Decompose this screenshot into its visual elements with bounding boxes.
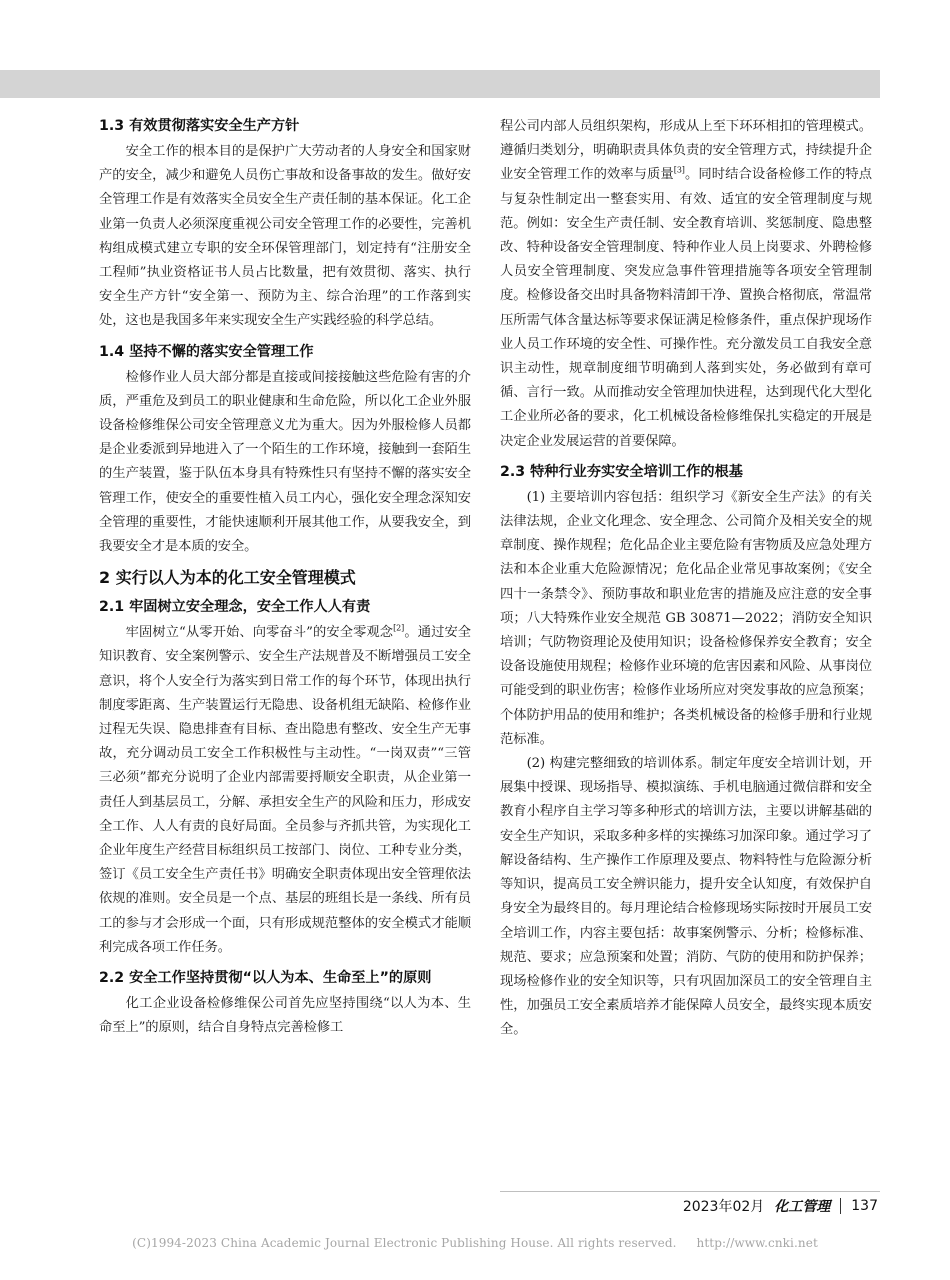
citation-ref-3: [3] [673,165,685,175]
section-heading-2-2: 2.2 安全工作坚持贯彻“以人为本、生命至上”的原则 [99,970,432,987]
page-number: 137 [851,1198,878,1214]
section-2-2-paragraph: 化工企业设备检修维保公司首先应坚持围绕“以人为本、生命至上”的原则，结合自身特点完善检修工 [99,996,471,1036]
section-1-4-paragraph: 检修作业人员大部分都是直接或间接接触这些危险有害的介质，严重危及到员工的职业健康和生命危险，所以化工企业外服设备检修维保公司安全管理意义尤为重大。因为外服检修人员都是企业委派到异地进入了一个陌生的工作环境，接触到一套陌生的生产装置，鉴于队伍本身具有特殊性只有坚持不懈的落实安全管理工作，使安全的重要性植入员工内心，强化安全理念深知安全管理的重要性，才能快速顺利开展其他工作，从要我安全，到我要安全才是本质的安全。 [99,369,471,555]
footer-rule [500,1191,880,1192]
section-heading-2-1: 2.1 牢固树立安全理念，安全工作人人有责 [99,599,371,616]
section-2-3-paragraph-2: (2) 构建完整细致的培训体系。制定年度安全培训计划，开展集中授课、现场指导、模拟演练、手机电脑通过微信群和安全教育小程序自主学习等多种形式的培训方法，主要以讲解基础的安全生产知识，采取多种多样的实操练习加深印象。通过学习了解设备结构、生产操作工作原理及要点、物料特性与危险源分析等知识，提高员工安全辨识能力，提升安全认知度，有效保护自身安全为最终目的。每月理论结合检修现场实际按时开展员工安全培训工作，内容主要包括：故事案例警示、分析；检修标准、规范、要求；应急预案和处置；消防、气防的使用和防护保养；现场检修作业的安全知识等，只有巩固加深员工的安全管理自主性，加强员工安全素质培养才能保障人员安全，最终实现本质安全。 [500,756,872,1038]
section-2-2-cont-text-a: 程公司内部人员组织架构，形成从上至下环环相扣的管理模式。遵循归类划分，明确职责具体负责的安全管理方式，持续提升企业安全管理工作的效率与质量 [500,119,872,183]
page-folio [683,1196,878,1216]
section-heading-1-3: 1.3 有效贯彻落实安全生产方针 [99,118,300,134]
section-2-1-paragraph [99,621,471,960]
cnki-link[interactable]: http://www.cnki.net [696,1236,818,1250]
copyright-text: (C)1994-2023 China Academic Journal Electronic Publishing House. All rights reserved. [132,1236,677,1250]
folio-divider [840,1198,841,1214]
citation-ref-2: [2] [393,623,405,633]
copyright-line [0,1236,950,1250]
section-heading-2-3: 2.3 特种行业夯实安全培训工作的根基 [500,463,743,480]
section-2-3-paragraph-1: (1) 主要培训内容包括：组织学习《新安全生产法》的有关法律法规，企业文化理念、安全理念、公司简介及相关安全的规章制度、操作规程；危化品企业主要危险有害物质及应急处理方法和本企业重大危险源情况；危化品企业常见事故案例；《安全四十一条禁令》、预防事故和职业危害的措施及应注意的安全事项；八大特殊作业安全规范 GB 30871—2022；消防安全知识培训；气防物资理论及使用知识；设备检修保养安全教育；安全设备设施使用规程；检修作业环境的危害因素和风险、从事岗位可能受到的职业伤害；检修作业场所应对突发事故的应急预案；个体防护用品的使用和维护；各类机械设备的检修手册和行业规范标准。 [500,489,872,747]
journal-logo: 化工管理 [774,1199,831,1215]
section-2-1-text-b: 。通过安全知识教育、安全案例警示、安全生产法规普及不断增强员工安全意识，将个人安全行为落实到日常工作的每个环节，体现出执行制度零距离、生产装置运行无隐患、设备机组无缺陷、检修作业过程无失误、隐患排查有目标、查出隐患有整改、安全生产无事故，充分调动员工安全工作积极性与主动性。“一岗双责”“三管三必须”都充分说明了企业内部需要捋顺安全职责，从企业第一责任人到基层员工，分解、承担安全生产的风险和压力，形成安全工作、人人有责的良好局面。全员参与齐抓共管，为实现化工企业年度生产经营目标组织员工按部门、岗位、工种专业分类，签订《员工安全生产责任书》明确安全职责体现出安全管理依法依规的准则。安全员是一个点、基层的班组长是一条线、所有员工的参与才会形成一个面，只有形成规范整体的安全模式才能顺利完成各项工作任务。 [99,625,472,955]
section-2-2-continued [500,115,872,454]
section-2-2-cont-text-b: 。同时结合设备检修工作的特点与复杂性制定出一整套实用、有效、适宜的安全管理制度与规范。例如：安全生产责任制、安全教育培训、奖惩制度、隐患整改、特种设备安全管理制度、特种作业人员上岗要求、外聘检修人员安全管理制度、突发应急事件管理措施等各项安全管理制度。检修设备交出时具备物料清卸干净、置换合格彻底，常温常压所需气体含量达标等要求保证满足检修条件，重点保护现场作业人员工作环境的安全性、可操作性。充分激发员工自我安全意识主动性，规章制度细节明确到人落到实处，务必做到有章可循、言行一致。从而推动安全管理加快进程，达到现代化大型化工企业所必备的要求，化工机械设备检修维保扎实稳定的开展是决定企业发展运营的首要保障。 [500,167,872,449]
left-column [99,112,471,1041]
issue-date: 2023年02月 [682,1199,765,1215]
section-heading-2: 2 实行以人为本的化工安全管理模式 [99,568,356,588]
right-column [500,112,872,1043]
section-1-3-paragraph: 安全工作的根本目的是保护广大劳动者的人身安全和国家财产的安全，减少和避免人员伤亡事故和设备事故的发生。做好安全管理工作是有效落实全员安全生产责任制的基本保证。化工企业第一负责人必须深度重视公司安全管理工作的必要性，完善机构组成模式建立专职的安全环保管理部门，划定持有“注册安全工程师”执业资格证书人员占比数量，把有效贯彻、落实、执行安全生产方针“安全第一、预防为主、综合治理”的工作落到实处，这也是我国多年来实现安全生产实践经验的科学总结。 [99,144,471,329]
section-2-1-text-a: 牢固树立“从零开始、向零奋斗”的安全零观念 [125,625,394,641]
header-band [0,70,880,98]
section-heading-1-4: 1.4 坚持不懈的落实安全管理工作 [99,343,314,360]
